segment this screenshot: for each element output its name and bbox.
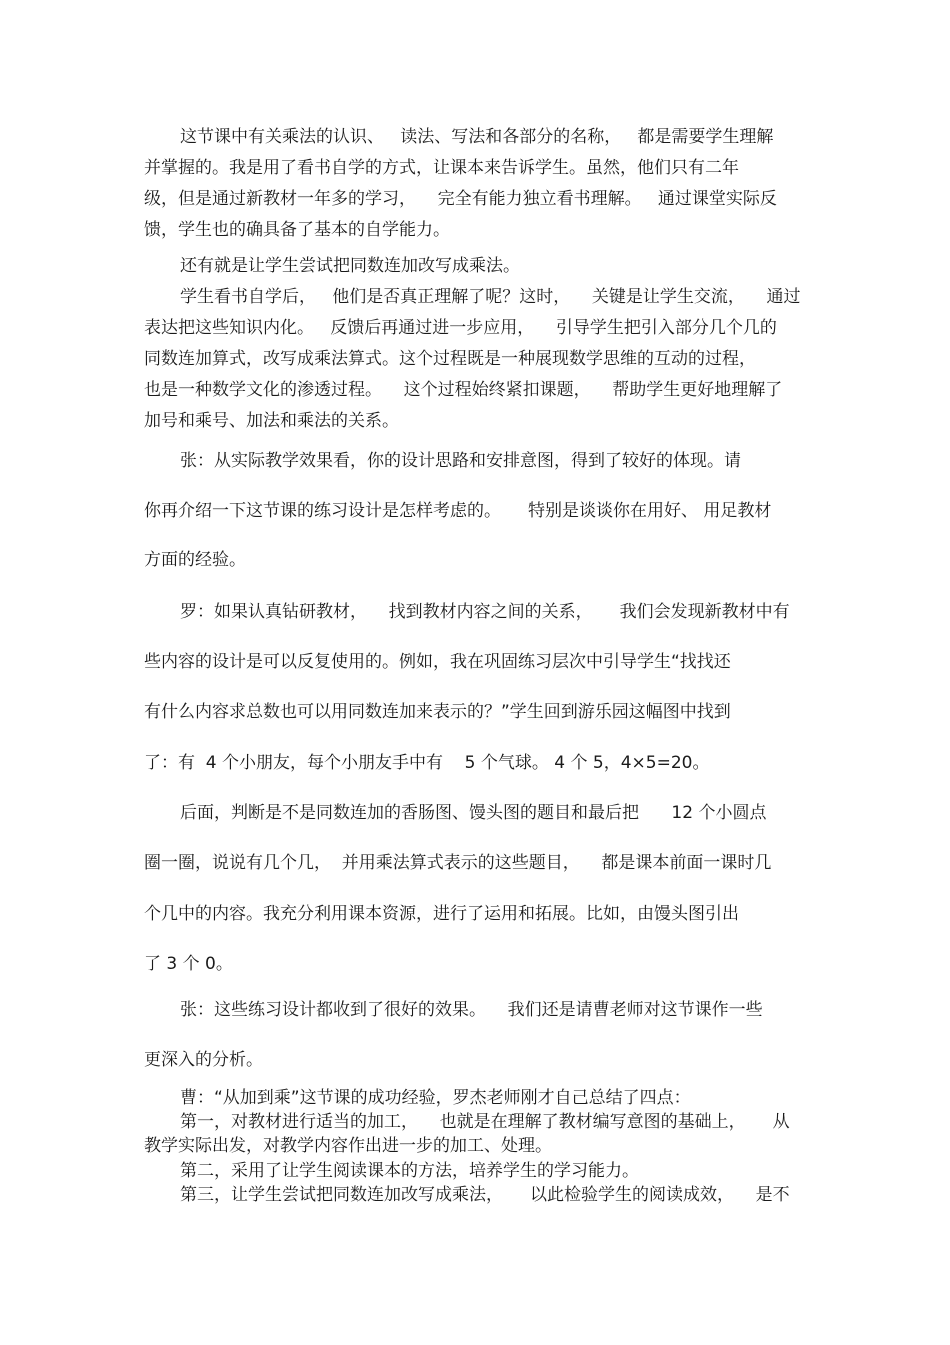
paragraph-line: 加号和乘号、加法和乘法的关系。 [144,411,399,431]
paragraph-line: 你再介绍一下这节课的练习设计是怎样考虑的。 特别是谈谈你在用好、 用足教材 [144,501,772,521]
paragraph-line: 并掌握的。我是用了看书自学的方式，让课本来告诉学生。虽然，他们只有二年 [144,158,739,178]
paragraph-line: 了 3 个 0。 [144,954,233,974]
paragraph-line: 张：这些练习设计都收到了很好的效果。 我们还是请曹老师对这节课作一些 [180,1000,763,1020]
paragraph-line: 教学实际出发，对教学内容作出进一步的加工、处理。 [144,1136,552,1156]
paragraph-line: 第三，让学生尝试把同数连加改写成乘法， 以此检验学生的阅读成效， 是不 [180,1185,790,1205]
paragraph-line: 曹：“从加到乘”这节课的成功经验，罗杰老师刚才自己总结了四点： [180,1088,691,1108]
paragraph-line: 更深入的分析。 [144,1050,263,1070]
paragraph-line: 第一，对教材进行适当的加工， 也就是在理解了教材编写意图的基础上， 从 [180,1112,790,1132]
paragraph-line: 张：从实际教学效果看，你的设计思路和安排意图，得到了较好的体现。请 [180,451,741,471]
paragraph-line: 圈一圈，说说有几个几， 并用乘法算式表示的这些题目， 都是课本前面一课时几 [144,853,772,873]
paragraph-line: 些内容的设计是可以反复使用的。例如，我在巩固练习层次中引导学生“找找还 [144,652,731,672]
paragraph-line: 个几中的内容。我充分利用课本资源，进行了运用和拓展。比如，由馒头图引出 [144,904,739,924]
paragraph-line: 方面的经验。 [144,550,246,570]
paragraph-line: 也是一种数学文化的渗透过程。 这个过程始终紧扣课题， 帮助学生更好地理解了 [144,380,783,400]
paragraph-line: 罗：如果认真钻研教材， 找到教材内容之间的关系， 我们会发现新教材中有 [180,602,790,622]
paragraph-line: 这节课中有关乘法的认识、 读法、写法和各部分的名称， 都是需要学生理解 [180,127,774,147]
paragraph-line: 第二，采用了让学生阅读课本的方法，培养学生的学习能力。 [180,1161,639,1181]
paragraph-line: 学生看书自学后， 他们是否真正理解了呢？这时， 关键是让学生交流， 通过 [180,287,801,307]
paragraph-line: 表达把这些知识内化。 反馈后再通过进一步应用， 引导学生把引入部分几个几的 [144,318,777,338]
paragraph-line: 还有就是让学生尝试把同数连加改写成乘法。 [180,256,520,276]
paragraph-line: 馈，学生也的确具备了基本的自学能力。 [144,220,450,240]
paragraph-line: 同数连加算式，改写成乘法算式。这个过程既是一种展现数学思维的互动的过程， [144,349,756,369]
paragraph-line: 后面，判断是不是同数连加的香肠图、馒头图的题目和最后把 12 个小圆点 [180,803,767,823]
paragraph-line: 级，但是通过新教材一年多的学习， 完全有能力独立看书理解。 通过课堂实际反 [144,189,777,209]
paragraph-line: 有什么内容求总数也可以用同数连加来表示的？”学生回到游乐园这幅图中找到 [144,702,731,722]
paragraph-line: 了：有 4 个小朋友，每个小朋友手中有 5 个气球。 4 个 5，4×5=20。 [144,753,710,773]
